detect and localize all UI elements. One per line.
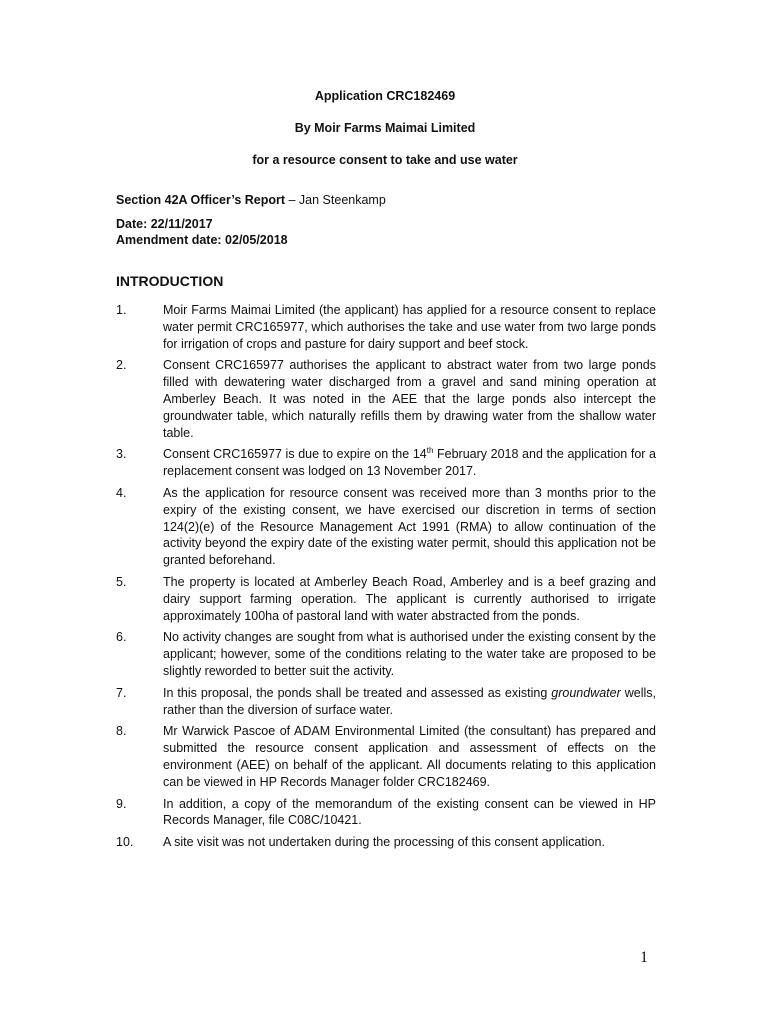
- paragraph-number: 2.: [116, 358, 127, 373]
- paragraph: [116, 685, 656, 719]
- italic-term: groundwater: [551, 685, 621, 700]
- paragraph: [116, 357, 656, 441]
- paragraph: [116, 302, 656, 352]
- paragraph-text: A site visit was not undertaken during the processing of this consent application.: [163, 835, 605, 850]
- paragraph-number: 3.: [116, 447, 127, 462]
- paragraph-text: As the application for resource consent was received more than 3 months prior to the expiry of the existing consent, we have exercised our discretion in terms of section 124(2)(e) of the Resource Management Act 1991 (RMA) to allow continuation of the activity beyond the expiry date of the existing water permit, should this application not be granted beforehand.: [163, 485, 656, 568]
- report-label: Section 42A Officer’s Report: [116, 193, 286, 207]
- paragraph-text: Consent CRC165977 authorises the applicant to abstract water from two large ponds filled with dewatering water discharged from a gravel and sand mining operation at Amberley Beach. It was noted in the AEE that the large ponds also intercept the groundwater table, which naturally refills them by drawing water from the shallow water table.: [163, 358, 656, 440]
- paragraph-text: [163, 685, 656, 719]
- paragraph: [116, 629, 656, 679]
- amendment-date: Amendment date: 02/05/2018: [116, 233, 288, 247]
- ordinal-suffix: th: [426, 446, 434, 456]
- paragraph-number: 6.: [116, 630, 127, 645]
- paragraph-text: No activity changes are sought from what is authorised under the existing consent by the applicant; however, some of the conditions relating to the water take are proposed to be slightly reworded to better suit the activity.: [163, 630, 656, 678]
- paragraph-list: [116, 302, 656, 856]
- paragraph-text: In addition, a copy of the memorandum of the existing consent can be viewed in HP Records Manager, file C08C/10421.: [163, 796, 656, 828]
- paragraph: [116, 834, 656, 851]
- paragraph-number: 9.: [116, 796, 127, 811]
- paragraph-number: 5.: [116, 574, 127, 589]
- paragraph: [116, 446, 656, 480]
- applicant-line: By Moir Farms Maimai Limited: [294, 121, 476, 135]
- paragraph-number: 8.: [116, 724, 127, 739]
- paragraph-text: Moir Farms Maimai Limited (the applicant) has applied for a resource consent to replace water permit CRC165977, which authorises the take and use water from two large ponds for irrigation of crops and pasture for dairy support and beef stock.: [163, 303, 656, 351]
- paragraph-text-part: In this proposal, the ponds shall be treated and assessed as existing: [163, 685, 552, 700]
- paragraph-text: The property is located at Amberley Beach Road, Amberley and is a beef grazing and dairy support farming operation. The applicant is currently authorised to irrigate approximately 100ha of pastoral land with water abstracted from the ponds.: [163, 574, 656, 623]
- page-number: 1: [640, 949, 648, 966]
- paragraph: [116, 485, 656, 569]
- report-author: – Jan Steenkamp: [285, 193, 386, 207]
- paragraph-number: 1.: [116, 303, 127, 317]
- report-date: Date: 22/11/2017: [116, 217, 213, 231]
- paragraph-number: 7.: [116, 685, 127, 700]
- paragraph: [116, 796, 656, 830]
- paragraph-text-part: wells, rather than the diversion of surface water.: [163, 685, 657, 717]
- paragraph: [116, 723, 656, 790]
- report-line: [116, 193, 386, 207]
- paragraph-text: [163, 446, 656, 480]
- paragraph-number: 10.: [116, 835, 134, 850]
- paragraph-number: 4.: [116, 485, 127, 500]
- paragraph-text: Mr Warwick Pascoe of ADAM Environmental Limited (the consultant) has prepared and submitted the resource consent application and assessment of effects on the environment (AEE) on behalf of the applicant. All documents relating to this application can be viewed in HP Records Manager folder CRC182469.: [163, 724, 656, 789]
- paragraph: [116, 574, 656, 624]
- application-title: Application CRC182469: [314, 89, 456, 103]
- paragraph-text-part: February 2018 and the application for a replacement consent was lodged on 13 November 2017.: [163, 447, 656, 479]
- section-heading: INTRODUCTION: [116, 273, 224, 289]
- purpose-line: for a resource consent to take and use water: [252, 153, 518, 167]
- paragraph-text-part: Consent CRC165977 is due to expire on the 14: [163, 447, 427, 462]
